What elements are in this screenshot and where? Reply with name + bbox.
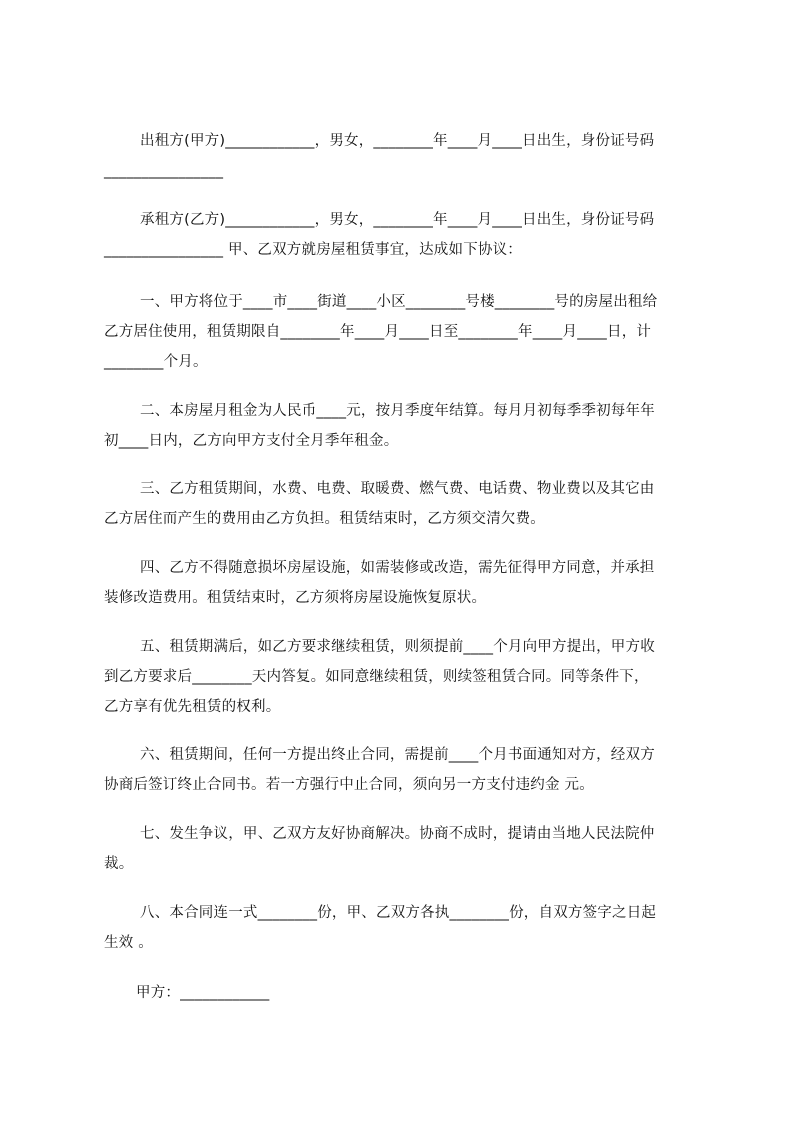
clause-2-line-2: 初____日内，乙方向甲方支付全月季年租金。 xyxy=(104,433,399,449)
clause-6-line-1: 六、租赁期间，任何一方提出终止合同，需提前____个月书面通知对方，经双方 xyxy=(140,747,655,763)
clause-6-line-2: 协商后签订终止合同书。若一方强行中止合同，须向另一方支付违约金 元。 xyxy=(104,777,594,793)
clause-5-line-3: 乙方享有优先租赁的权利。 xyxy=(104,699,281,715)
clause-3-line-2: 乙方居住而产生的费用由乙方负担。租赁结束时，乙方须交清欠费。 xyxy=(104,511,545,527)
clause-2-line-1: 二、本房屋月租金为人民币____元，按月季度年结算。每月月初每季季初每年年 xyxy=(140,403,655,419)
clause-1-line-1: 一、甲方将位于____市____街道____小区________号楼________号的房屋出租给 xyxy=(140,294,658,310)
clause-8-line-2: 生效 。 xyxy=(104,935,153,951)
party-a-signature-line: 甲方：____________ xyxy=(136,985,270,1001)
agreement-intro: ________________ 甲、乙双方就房屋租赁事宜，达成如下协议： xyxy=(104,242,523,258)
clause-4-line-2: 装修改造费用。租赁结束时，乙方须将房屋设施恢复原状。 xyxy=(104,590,487,606)
clause-8-line-1: 八、本合同连一式________份，甲、乙双方各执________份，自双方签字之日起 xyxy=(140,905,657,921)
clause-3-line-1: 三、乙方租赁期间，水费、电费、取暖费、燃气费、电话费、物业费以及其它由 xyxy=(140,481,655,497)
clause-1-line-2: 乙方居住使用，租赁期限自________年____月____日至________年____月____日，计 xyxy=(104,324,652,340)
lessor-info-line: 出租方(甲方)____________，男女，________年____月____日出生，身份证号码 xyxy=(140,133,655,149)
lessor-id-blank: ________________ xyxy=(104,163,224,179)
clause-4-line-1: 四、乙方不得随意损坏房屋设施，如需装修或改造，需先征得甲方同意，并承担 xyxy=(140,560,655,576)
clause-1-line-3: ________个月。 xyxy=(104,354,208,370)
clause-5-line-1: 五、租赁期满后，如乙方要求继续租赁，则须提前____个月向甲方提出，甲方收 xyxy=(140,639,655,655)
clause-5-line-2: 到乙方要求后________天内答复。如同意继续租赁，则续签租赁合同。同等条件下， xyxy=(104,669,649,685)
clause-7-line-1: 七、发生争议，甲、乙双方友好协商解决。协商不成时，提请由当地人民法院仲 xyxy=(140,826,655,842)
clause-7-line-2: 裁。 xyxy=(104,856,134,872)
lessee-info-line: 承租方(乙方)____________，男女，________年____月____日出生，身份证号码 xyxy=(140,212,655,228)
